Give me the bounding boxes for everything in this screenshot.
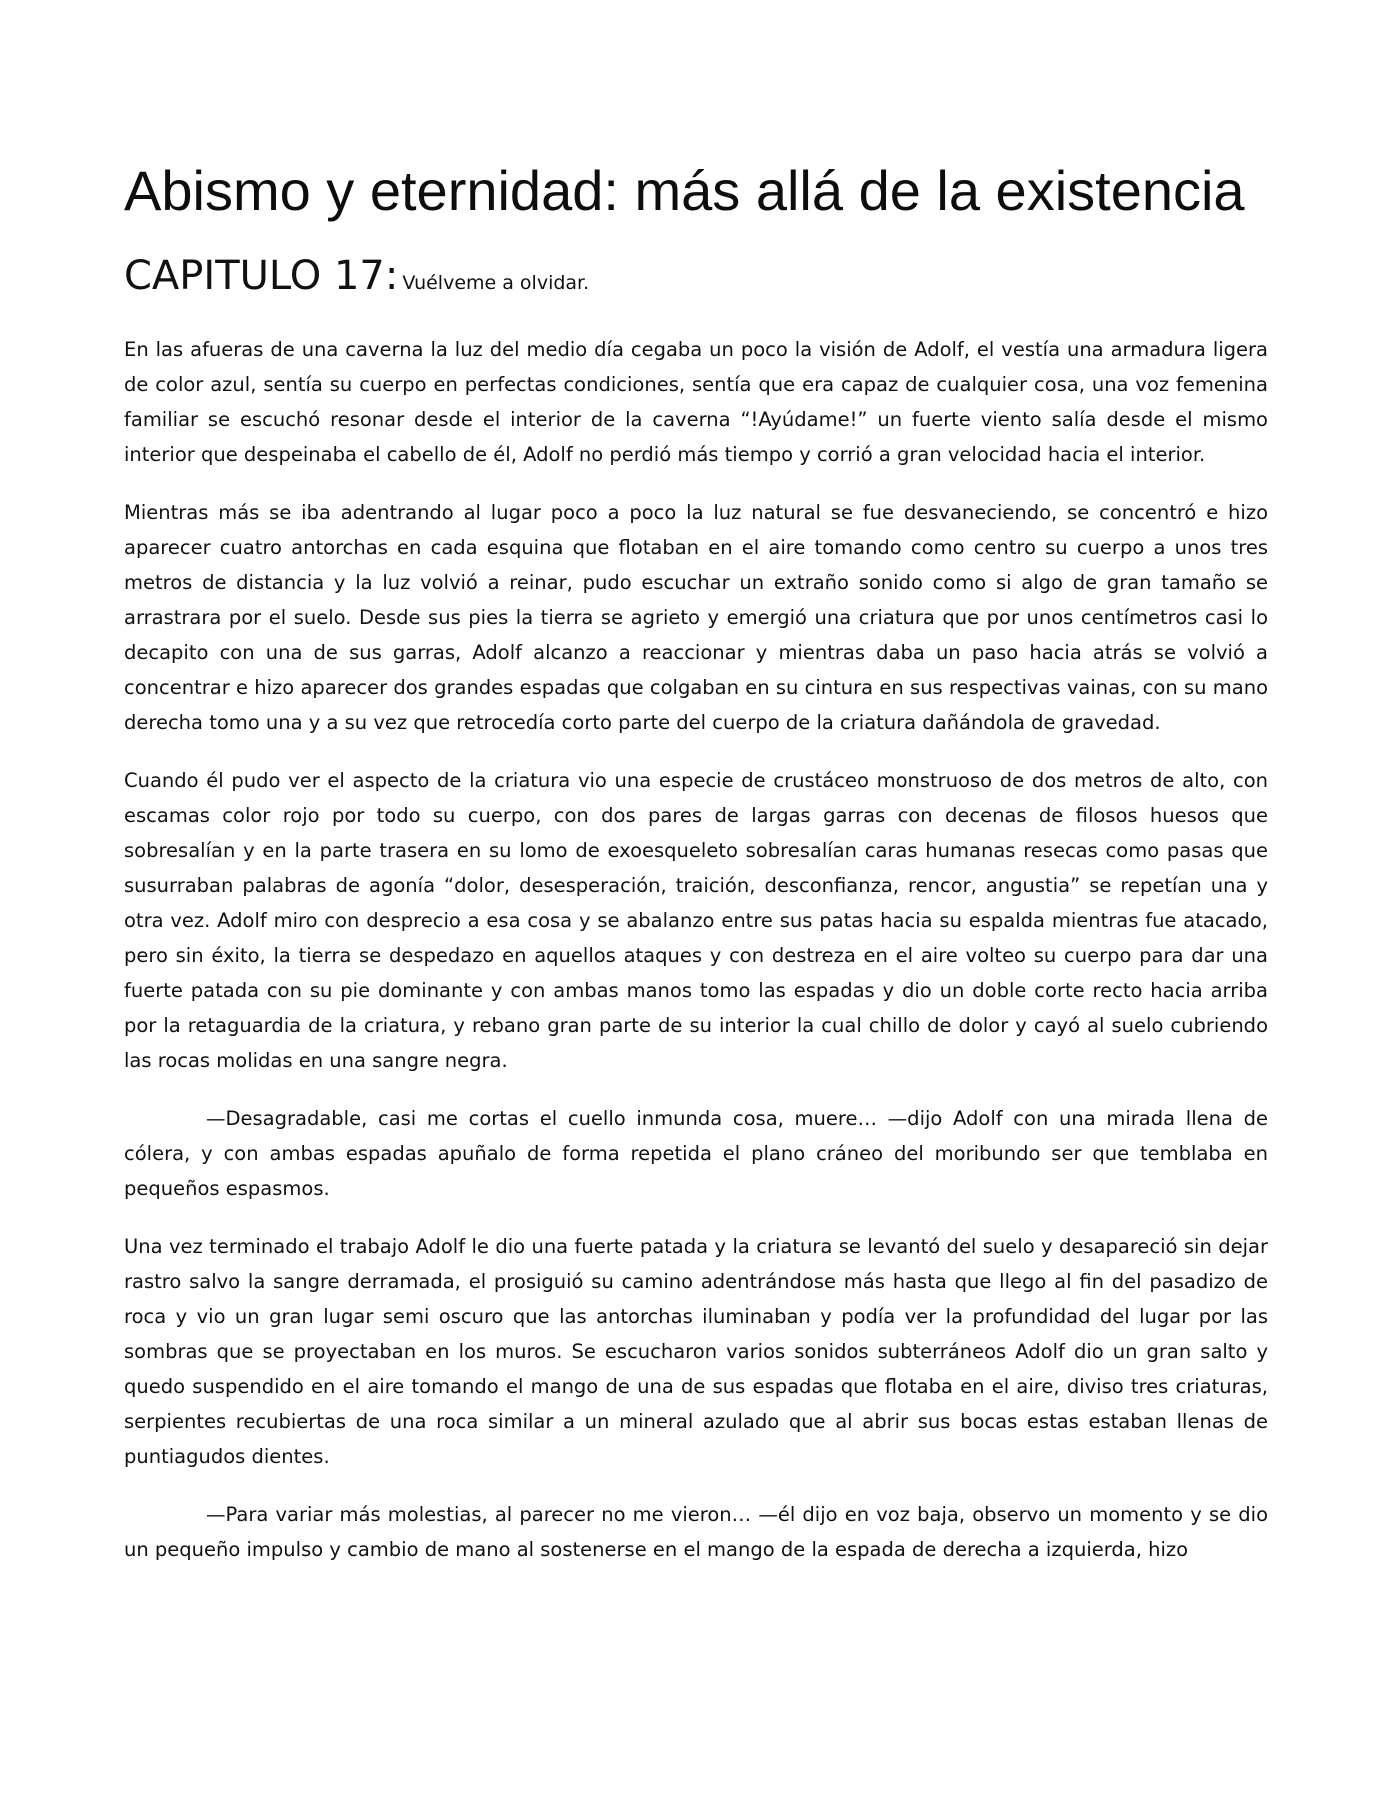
paragraph-3: Cuando él pudo ver el aspecto de la criatura vio una especie de crustáceo monstruoso de dos metros de alto, con escamas color rojo por todo su cuerpo, con dos pares de largas garras con decenas de filosos huesos que sobresalían y en la parte trasera en su lomo de exoesqueleto sobresalían caras humanas resecas como pasas que susurraban palabras de agonía “dolor, desesperación, traición, desconfianza, rencor, angustia” se repetían una y otra vez. Adolf miro con desprecio a esa cosa y se abalanzo entre sus patas hacia su espalda mientras fue atacado, pero sin éxito, la tierra se despedazo en aquellos ataques y con destreza en el aire volteo su cuerpo para dar una fuerte patada con su pie dominante y con ambas manos tomo las espadas y dio un doble corte recto hacia arriba por la retaguardia de la criatura, y rebano gran parte de su interior la cual chillo de dolor y cayó al suelo cubriendo las rocas molidas en una sangre negra. [124, 768, 1268, 1072]
paragraph-1: En las afueras de una caverna la luz del medio día cegaba un poco la visión de Adolf, el vestía una armadura ligera de color azul, sentía su cuerpo en perfectas condiciones, sentía que era capaz de cualquier cosa, una voz femenina familiar se escuchó resonar desde el interior de la caverna “!Ayúdame!” un fuerte viento salía desde el mismo interior que despeinaba el cabello de él, Adolf no perdió más tiempo y corrió a gran velocidad hacia el interior. [124, 337, 1268, 466]
document-page [124, 160, 1268, 1590]
paragraph-5: Una vez terminado el trabajo Adolf le dio una fuerte patada y la criatura se levantó del suelo y desapareció sin dejar rastro salvo la sangre derramada, el prosiguió su camino adentrándose más hasta que llego al fin del pasadizo de roca y vio un gran lugar semi oscuro que las antorchas iluminaban y podía ver la profundidad del lugar por las sombras que se proyectaban en los muros. Se escucharon varios sonidos subterráneos Adolf dio un gran salto y quedo suspendido en el aire tomando el mango de una de sus espadas que flotaba en el aire, diviso tres criaturas, serpientes recubiertas de una roca similar a un mineral azulado que al abrir sus bocas estas estaban llenas de puntiagudos dientes. [124, 1234, 1268, 1468]
paragraph-2: Mientras más se iba adentrando al lugar poco a poco la luz natural se fue desvaneciendo, se concentró e hizo aparecer cuatro antorchas en cada esquina que flotaban en el aire tomando como centro su cuerpo a unos tres metros de distancia y la luz volvió a reinar, pudo escuchar un extraño sonido como si algo de gran tamaño se arrastrara por el suelo. Desde sus pies la tierra se agrieto y emergió una criatura que por unos centímetros casi lo decapito con una de sus garras, Adolf alcanzo a reaccionar y mientras daba un paso hacia atrás se volvió a concentrar e hizo aparecer dos grandes espadas que colgaban en su cintura en sus respectivas vainas, con su mano derecha tomo una y a su vez que retrocedía corto parte del cuerpo de la criatura dañándola de gravedad. [124, 500, 1268, 734]
document-title: Abismo y eternidad: más allá de la existencia [124, 159, 1245, 222]
chapter-label: CAPITULO 17: [124, 252, 399, 299]
chapter-heading [124, 252, 1268, 299]
dialogue-paragraph-2: —Para variar más molestias, al parecer no me vieron… —él dijo en voz baja, observo un momento y se dio un pequeño impulso y cambio de mano al sostenerse en el mango de la espada de derecha a izquierda, hizo [124, 1502, 1268, 1561]
chapter-subtitle: Vuélveme a olvidar. [402, 271, 590, 294]
dialogue-paragraph-1: —Desagradable, casi me cortas el cuello inmunda cosa, muere… —dijo Adolf con una mirada llena de cólera, y con ambas espadas apuñalo de forma repetida el plano cráneo del moribundo ser que temblaba en pequeños espasmos. [124, 1106, 1268, 1200]
